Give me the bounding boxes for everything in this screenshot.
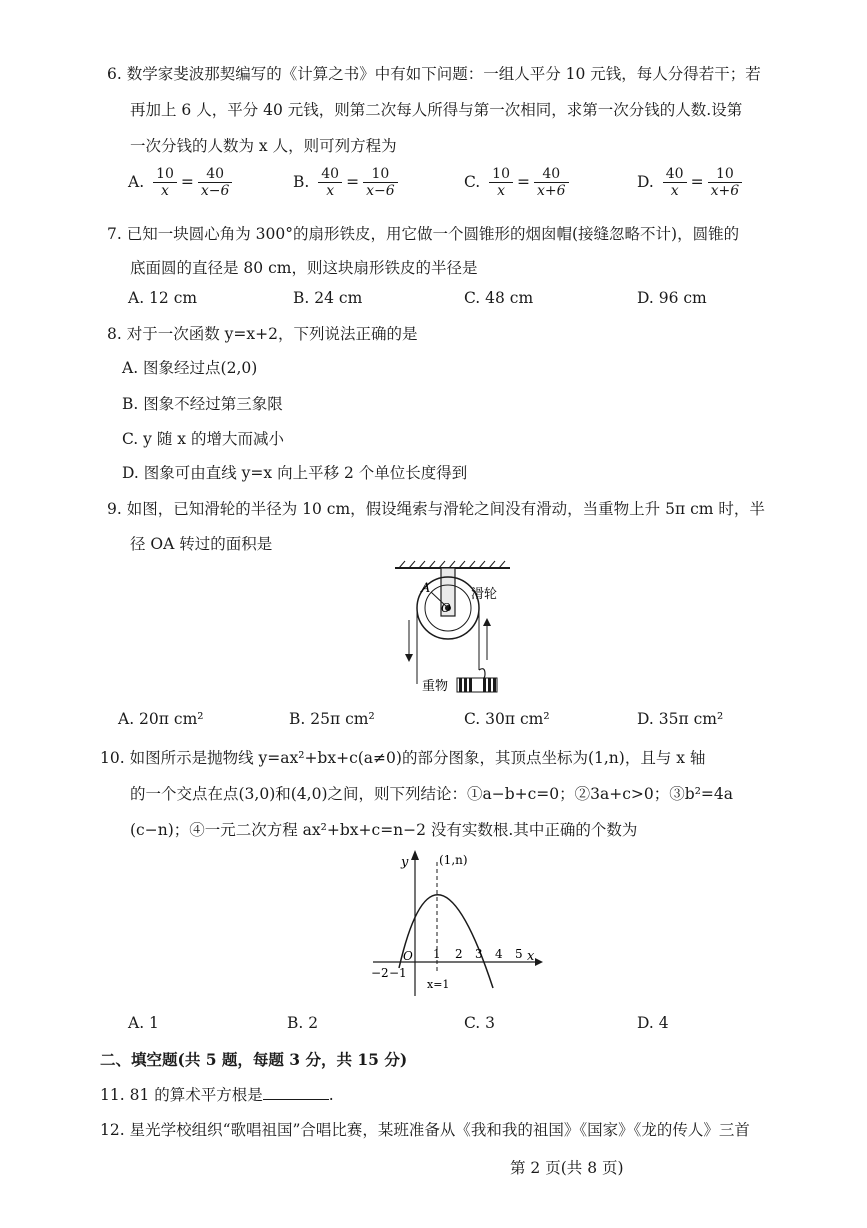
- fraction: $\frac{40}{x-6}$: [198, 166, 233, 199]
- label-pulley: 滑轮: [471, 587, 498, 602]
- page-number: 第 2 页(共 8 页): [510, 1159, 624, 1177]
- q6-line3: 一次分钱的人数为 x 人，则可列方程为: [130, 137, 397, 155]
- q7-option-a[interactable]: A. 12 cm: [128, 289, 198, 307]
- q7-line2: 底面圆的直径是 80 cm，则这块扇形铁皮的半径是: [130, 259, 478, 277]
- q8-option-a[interactable]: A. 图象经过点(2,0): [122, 359, 258, 377]
- q9-line1: 9. 如图，已知滑轮的半径为 10 cm，假设绳索与滑轮之间没有滑动，当重物上升 5π cm 时，半: [107, 500, 765, 518]
- q10-option-a[interactable]: A. 1: [128, 1014, 159, 1032]
- q11-line: 11. 81 的算术平方根是 .: [100, 1086, 334, 1104]
- fraction: $\frac{40}{x}$: [663, 166, 687, 199]
- q10-line3: (c−n)；④一元二次方程 ax²+bx+c=n−2 没有实数根.其中正确的个数为: [130, 821, 638, 839]
- parabola-curve: [399, 895, 493, 988]
- q12-line1: 12. 星光学校组织“歌唱祖国”合唱比赛，某班准备从《我和我的祖国》《国家》《龙的传人》三首: [100, 1121, 750, 1139]
- q6-line2: 再加上 6 人，平分 40 元钱，则第二次每人所得与第一次相同，求第一次分钱的人数.设第: [130, 101, 743, 119]
- tick-label: −1: [389, 966, 407, 980]
- q7-option-d[interactable]: D. 96 cm: [637, 289, 707, 307]
- q10-option-c[interactable]: C. 3: [464, 1014, 496, 1032]
- q8-option-c[interactable]: C. y 随 x 的增大而减小: [122, 430, 284, 448]
- q6-option-c[interactable]: C. $\frac{10}{x}$ = $\frac{40}{x+6}$: [464, 166, 569, 199]
- answer-blank[interactable]: [263, 1085, 329, 1100]
- q8-option-b[interactable]: B. 图象不经过第三象限: [122, 395, 283, 413]
- q10-line2: 的一个交点在点(3,0)和(4,0)之间，则下列结论：①a−b+c=0；②3a+c>0；③b²=4a: [130, 785, 734, 803]
- tick-label: 5: [515, 947, 523, 961]
- parabola-figure: [365, 848, 545, 998]
- q11-text: 11. 81 的算术平方根是: [100, 1086, 263, 1104]
- q7-option-b[interactable]: B. 24 cm: [293, 289, 363, 307]
- q10-option-b[interactable]: B. 2: [287, 1014, 319, 1032]
- tick-label: 1: [433, 947, 441, 961]
- q9-option-c[interactable]: C. 30π cm²: [464, 710, 550, 728]
- q6-option-b[interactable]: B. $\frac{40}{x}$ = $\frac{10}{x-6}$: [293, 166, 398, 199]
- q10-option-d[interactable]: D. 4: [637, 1014, 669, 1032]
- label-o: O: [441, 601, 451, 615]
- fraction: $\frac{10}{x}$: [489, 166, 513, 199]
- q7-option-c[interactable]: C. 48 cm: [464, 289, 534, 307]
- section-title: 二、填空题(共 5 题，每题 3 分，共 15 分): [100, 1050, 408, 1069]
- fraction: $\frac{40}{x}$: [318, 166, 342, 199]
- q6-option-d[interactable]: D. $\frac{40}{x}$ = $\frac{10}{x+6}$: [637, 166, 742, 199]
- tick-label: −2: [371, 966, 389, 980]
- q10-line1: 10. 如图所示是抛物线 y=ax²+bx+c(a≠0)的部分图象，其顶点坐标为(1,n)，且与 x 轴: [100, 749, 706, 767]
- q9-option-a[interactable]: A. 20π cm²: [118, 710, 204, 728]
- vertex-label: (1,n): [439, 853, 468, 867]
- tick-label: 4: [495, 947, 503, 961]
- x-axis-label: x: [527, 949, 535, 964]
- label-weight: 重物: [422, 679, 449, 694]
- q9-line2: 径 OA 转过的面积是: [130, 535, 273, 553]
- q9-option-b[interactable]: B. 25π cm²: [289, 710, 375, 728]
- fraction: $\frac{40}{x+6}$: [534, 166, 569, 199]
- q8-line1: 8. 对于一次函数 y=x+2，下列说法正确的是: [107, 325, 418, 343]
- tick-label: 3: [475, 947, 483, 961]
- symmetry-label: x=1: [427, 978, 450, 991]
- q6-line1: 6. 数学家斐波那契编写的《计算之书》中有如下问题：一组人平分 10 元钱，每人分得若干；若: [107, 65, 761, 83]
- y-axis-label: y: [401, 855, 409, 870]
- q8-option-d[interactable]: D. 图象可由直线 y=x 向上平移 2 个单位长度得到: [122, 464, 468, 482]
- fraction: $\frac{10}{x-6}$: [363, 166, 398, 199]
- pulley-figure: [395, 560, 525, 700]
- tick-label: 2: [455, 947, 463, 961]
- fraction: $\frac{10}{x+6}$: [708, 166, 743, 199]
- origin-label: O: [403, 949, 413, 963]
- q9-option-d[interactable]: D. 35π cm²: [637, 710, 724, 728]
- fraction: $\frac{10}{x}$: [153, 166, 177, 199]
- q7-line1: 7. 已知一块圆心角为 300°的扇形铁皮，用它做一个圆锥形的烟囱帽(接缝忽略不计)，圆锥的: [107, 225, 740, 243]
- label-a: A: [421, 581, 431, 596]
- q6-option-a[interactable]: A. $\frac{10}{x}$ = $\frac{40}{x-6}$: [128, 166, 232, 199]
